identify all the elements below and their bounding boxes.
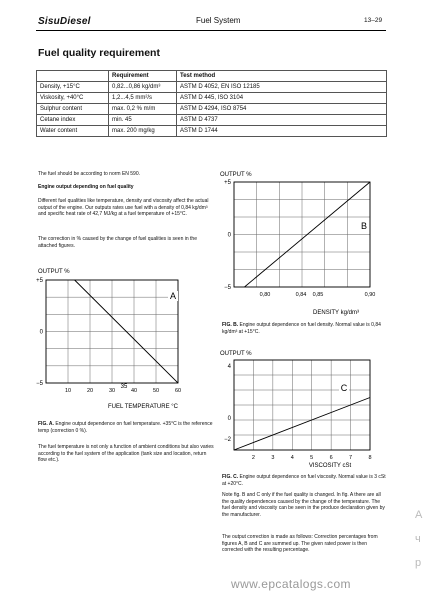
y-tick-label: 4 [227, 364, 231, 370]
table-cell: ASTM D 1744 [177, 126, 387, 137]
header-rule [36, 30, 386, 31]
table-row [37, 104, 387, 115]
figure-letter: A [169, 291, 177, 301]
watermark: www.epcatalogs.com [231, 577, 351, 591]
x-axis-label: DENSITY kg/dm³ [313, 310, 359, 316]
table-cell: ASTM D 4294, ISO 8754 [177, 104, 387, 115]
x-tick-label: 4 [290, 455, 294, 461]
annotation-label: 35 [120, 384, 128, 390]
figure-a-text: Engine output dependence on fuel temperature. +35°C is the reference temp (correction 0 %). [38, 421, 213, 434]
y-axis-label: OUTPUT % [38, 269, 70, 275]
x-tick-label: 10 [64, 388, 72, 394]
x-tick-label: 30 [108, 388, 116, 394]
y-tick-label: −5 [224, 285, 231, 291]
series-line [234, 398, 370, 451]
figure-c-label: FIG. C. [222, 474, 239, 480]
table-cell: min. 45 [109, 115, 177, 126]
figure-a-label: FIG. A. [38, 421, 54, 427]
brand-logo: SisuDiesel [38, 16, 91, 27]
x-tick-label: 7 [349, 455, 353, 461]
table-cell: max. 0,2 % m/m [109, 104, 177, 115]
x-axis-label: VISCOSITY cSt [308, 463, 352, 469]
x-tick-label: 2 [251, 455, 255, 461]
table-cell: 1,2...4,5 mm²/s [109, 93, 177, 104]
figure-a-caption [38, 421, 214, 434]
table-cell: 0,82...0,86 kg/dm³ [109, 82, 177, 93]
x-tick-label: 6 [329, 455, 333, 461]
table-row [37, 82, 387, 93]
y-tick-label: +5 [36, 278, 43, 284]
figure-b-text: Engine output dependence on fuel density. Normal value is 0,84 kg/dm³ at +15°C. [222, 322, 381, 335]
figure-b-caption [222, 322, 386, 335]
header-title: Fuel System [196, 16, 241, 25]
figure-a-chart [36, 266, 216, 416]
table-cell: Sulphur content [37, 104, 109, 115]
edge-char: ч [415, 533, 421, 545]
x-tick-label: 50 [152, 388, 160, 394]
table-cell: Density, +15°C [37, 82, 109, 93]
x-tick-label: 0,80 [259, 292, 271, 298]
y-tick-label: 0 [227, 232, 231, 239]
x-tick-label: 0,84 [295, 292, 307, 298]
table-cell: ASTM D 4737 [177, 115, 387, 126]
table-header-cell: Requirement [109, 71, 177, 82]
table-cell: ASTM D 445, ISO 3104 [177, 93, 387, 104]
y-tick-label: 0 [227, 416, 231, 422]
x-tick-label: 20 [86, 388, 94, 394]
paragraph-correction: The correction in % caused by the change of fuel qualities is seen in the attached figures. [38, 236, 197, 249]
figure-letter: B [360, 221, 368, 231]
section-title: Fuel quality requirement [38, 47, 160, 59]
page-number: 13–29 [364, 17, 383, 24]
y-tick-label: −2 [224, 437, 231, 443]
table-cell: Cetane index [37, 115, 109, 126]
paragraph-fuel-temperature: The fuel temperature is not only a function of ambient conditions but also varies according to the fuel system of the application (tank size and location, return flow etc.). [38, 444, 214, 463]
x-axis-label: FUEL TEMPERATURE °C [108, 404, 178, 410]
x-tick-label: 8 [368, 455, 372, 461]
x-tick-label: 5 [310, 455, 314, 461]
paragraph-fuel-qualities: Different fuel qualities like temperature, density and viscosity affect the actual output of the engine. Our outputs rates use fuel with a density of 0,84 kg/dm³ and specific heat rate of 42,7 MJ/kg at a fuel temperature of +15°C. [38, 198, 209, 217]
y-axis-label: OUTPUT % [220, 351, 252, 357]
figure-letter: C [340, 383, 348, 393]
x-tick-label: 3 [271, 455, 275, 461]
table-cell: max. 200 mg/kg [109, 126, 177, 137]
x-tick-label: 0,85 [312, 292, 324, 298]
figure-b-label: FIG. B. [222, 322, 239, 328]
y-tick-label: −5 [36, 381, 43, 387]
table-row [37, 115, 387, 126]
table-header-row [37, 71, 387, 82]
note-paragraph: Note fig. B and C only if the fuel quality is changed. In fig. A there are all the quality dependences caused by the change of the temperature. The fuel density and viscosity can be seen in the produce declaration given by the manufacturer. [222, 492, 385, 518]
y-axis-label: OUTPUT % [220, 172, 252, 178]
y-tick-label: +5 [224, 180, 231, 186]
edge-char: p [415, 557, 422, 569]
cropped-edge-text [415, 503, 422, 575]
figure-c-caption [222, 474, 386, 487]
x-tick-label: 60 [174, 388, 182, 394]
table-cell: ASTM D 4052, EN ISO 12185 [177, 82, 387, 93]
fuel-spec-table [36, 70, 387, 137]
output-heading: Engine output depending on fuel quality [38, 184, 134, 190]
y-tick-label: 0 [39, 329, 43, 336]
figure-c-text: Engine output dependence on fuel viscosity. Normal value is 3 cSt at +20°C. [222, 474, 386, 487]
table-cell: Water content [37, 126, 109, 137]
x-tick-label: 40 [130, 388, 138, 394]
table-row [37, 93, 387, 104]
table-header-cell: Test method [177, 71, 387, 82]
table-row [37, 126, 387, 137]
table-cell: Viskosity, +40°C [37, 93, 109, 104]
output-correction-paragraph: The output correction is made as follows: Correction percentages from figures A, B and C are summed up. The given rated power is then corrected with the resulting percentage. [222, 534, 378, 553]
norm-text: The fuel should be according to norm EN 590. [38, 171, 141, 177]
figure-c-chart [218, 346, 388, 472]
table-header-cell [37, 71, 109, 82]
x-tick-label: 0,90 [364, 292, 376, 298]
figure-b-chart [218, 168, 388, 320]
edge-char: A [415, 509, 423, 521]
